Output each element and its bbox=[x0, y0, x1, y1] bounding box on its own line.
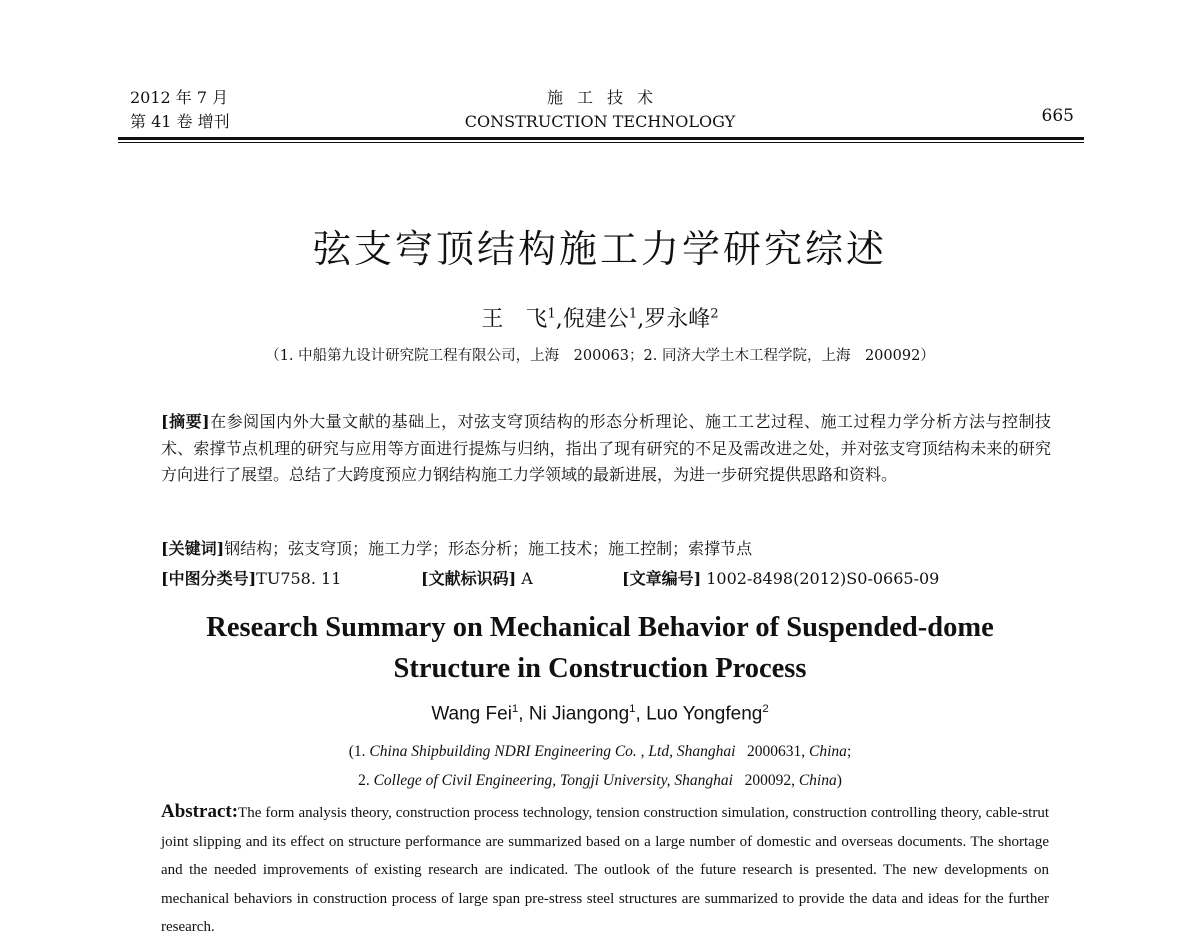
author-cn: 罗永峰 bbox=[644, 307, 711, 332]
author-cn: 王 飞 bbox=[481, 307, 548, 332]
title-cn: 弦支穹顶结构施工力学研究综述 bbox=[312, 227, 887, 271]
keywords-cn-label: [关键词] bbox=[161, 539, 225, 558]
authors-cn: 王 飞$^1$,倪建公$^1$,罗永峰$^2$ bbox=[481, 306, 719, 332]
abstract-en: Abstract:The form analysis theory, construction process technology, tension construction simulation, construction controlling theory, cable-strut joint slipping and its effect on structure performance are summarized based on a large number of domestic and overseas documents. The shortage and the needed improvements of existing research are indicated. The outlook of the future research is presented. The new developments on mechanical behaviors in construction process of large span pre-stress steel structures are summarized to provide the data and ideas for the further research. bbox=[161, 801, 1049, 935]
abstract-cn bbox=[161, 409, 1051, 489]
abstract-cn-label: [摘要] bbox=[161, 412, 210, 431]
authors-en: Wang Fei$^1$, Ni Jiangong$^1$, Luo Yongfeng$^2$ bbox=[431, 703, 769, 725]
affiliation-cn: （1. 中船第九设计研究院工程有限公司，上海 200063；2. 同济大学土木工程学院，上海 200092） bbox=[265, 348, 935, 364]
affiliation-en-line1: (1. China Shipbuilding NDRI Engineering Co. , Ltd, Shanghai 2000631, China; bbox=[348, 743, 852, 760]
affiliation-en bbox=[0, 737, 1200, 795]
author-en: Luo Yongfeng bbox=[646, 703, 763, 725]
header-rule-thick bbox=[118, 137, 1084, 140]
header-rule-thin bbox=[118, 142, 1084, 143]
author-en: Ni Jiangong bbox=[528, 703, 630, 725]
keywords-cn-text: 钢结构；弦支穹顶；施工力学；形态分析；施工技术；施工控制；索撑节点 bbox=[224, 539, 753, 558]
title-en bbox=[0, 607, 1200, 689]
keywords-cn bbox=[161, 536, 1051, 559]
journal-name-en: CONSTRUCTION TECHNOLOGY bbox=[464, 112, 736, 131]
title-en-line1: Research Summary on Mechanical Behavior of Suspended-dome bbox=[206, 612, 994, 643]
journal-name-cn: 施工技术 bbox=[546, 88, 667, 107]
abstract-en-text: The form analysis theory, construction process technology, tension construction simulation, construction controlling theory, cable-strut joint slipping and its effect on structure performance are summarized based on a large number of domestic and overseas documents. The shortage and the needed improvements of existing research are indicated. The outlook of the future research is presented. The new developments on mechanical behaviors in construction process of large span pre-stress steel structures are summarized to provide the data and ideas for the further research. bbox=[161, 805, 1049, 935]
header-volume: 第 41 卷 增刊 bbox=[130, 112, 230, 131]
article-number: [文章编号] 1002-8498(2012)S0-0665-09 bbox=[622, 569, 940, 588]
header-date: 2012 年 7 月 bbox=[130, 88, 229, 107]
classification: [中图分类号]TU758. 11 bbox=[161, 569, 342, 588]
abstract-cn-text: 在参阅国内外大量文献的基础上，对弦支穹顶结构的形态分析理论、施工工艺过程、施工过程力学分析方法与控制技术、索撑节点机理的研究与应用等方面进行提炼与归纳，指出了现有研究的不足及需改进之处，并对弦支穹顶结构未来的研究方向进行了展望。总结了大跨度预应力钢结构施工力学领域的最新进展，为进一步研究提供思路和资料。 bbox=[161, 412, 1051, 484]
header-journal bbox=[0, 86, 1200, 134]
author-cn: 倪建公 bbox=[562, 307, 629, 332]
affiliation-en-line2: 2. College of Civil Engineering, Tongji University, Shanghai 200092, China) bbox=[358, 772, 842, 789]
abstract-en-label: Abstract bbox=[161, 801, 232, 822]
page-number: 665 bbox=[1041, 106, 1074, 126]
document-code: [文献标识码] A bbox=[421, 569, 533, 588]
title-en-line2: Structure in Construction Process bbox=[393, 653, 807, 684]
author-en: Wang Fei bbox=[431, 703, 512, 725]
